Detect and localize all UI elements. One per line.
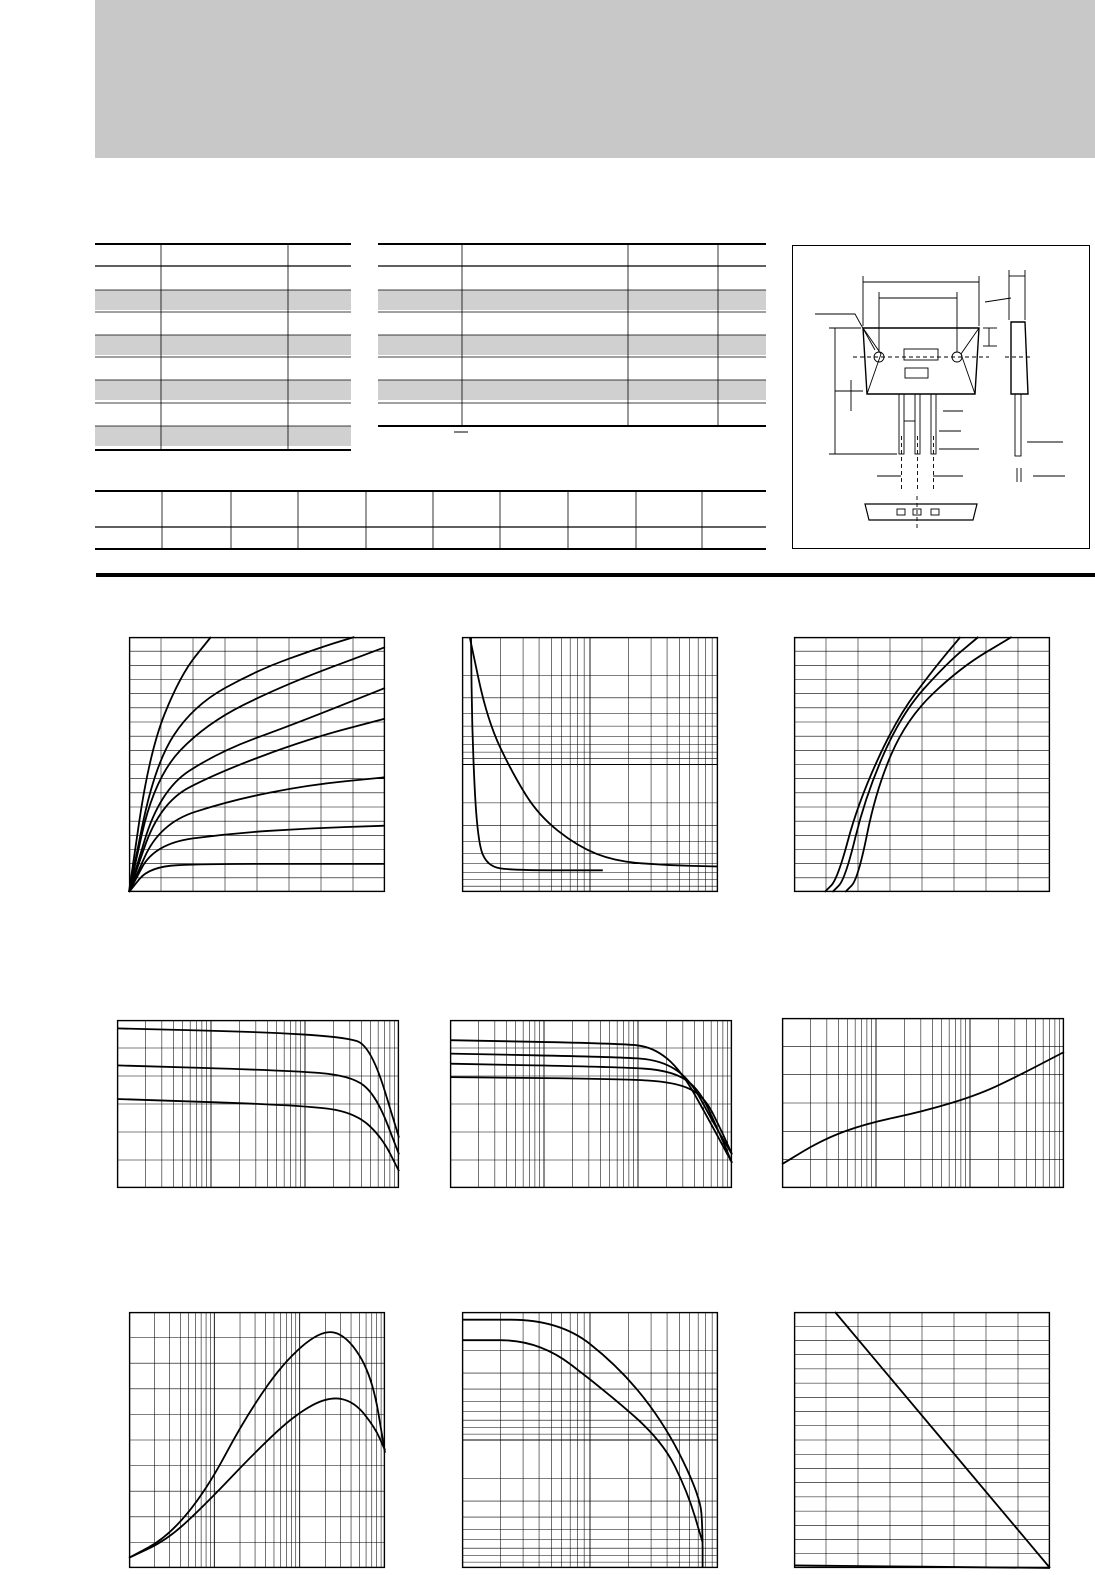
ratings-table xyxy=(95,243,351,453)
series-line-a xyxy=(470,637,718,867)
graph-4-svg xyxy=(117,1020,399,1188)
graph-8 xyxy=(462,1312,718,1568)
grid xyxy=(794,637,1050,892)
grid xyxy=(794,1312,1050,1568)
graph-4 xyxy=(117,1020,399,1188)
graph-1-svg xyxy=(129,637,385,892)
series-line-b xyxy=(471,637,603,870)
grid xyxy=(129,637,385,892)
graph-5 xyxy=(450,1020,732,1188)
characteristics-table xyxy=(378,243,766,443)
grid xyxy=(782,1018,1064,1188)
graph-7-svg xyxy=(129,1312,385,1568)
graph-1 xyxy=(129,637,385,892)
graph-6-svg xyxy=(782,1018,1064,1188)
series-line-a xyxy=(129,1332,385,1558)
series-line-a xyxy=(450,1040,732,1163)
series-line-b xyxy=(462,1340,703,1542)
graph-2-svg xyxy=(462,637,718,892)
graph-3-svg xyxy=(794,637,1050,892)
graph-7 xyxy=(129,1312,385,1568)
header-band xyxy=(95,0,1095,158)
classification-table xyxy=(95,490,766,552)
series-line-d xyxy=(450,1077,732,1154)
graph-8-svg xyxy=(462,1312,718,1568)
series-line-a xyxy=(462,1320,703,1568)
series-line-b xyxy=(117,1065,399,1154)
graph-2 xyxy=(462,637,718,892)
section-divider xyxy=(96,573,1095,577)
graph-5-svg xyxy=(450,1020,732,1188)
grid xyxy=(462,1312,718,1568)
graph-6 xyxy=(782,1018,1064,1188)
grid xyxy=(129,1312,385,1568)
graph-9-svg xyxy=(794,1312,1050,1568)
grid xyxy=(450,1020,732,1188)
grid xyxy=(462,637,718,892)
graph-3 xyxy=(794,637,1050,892)
series-line-a xyxy=(782,1052,1064,1164)
series-line-c xyxy=(117,1099,399,1171)
graph-9 xyxy=(794,1312,1050,1568)
series-line-a xyxy=(117,1028,399,1137)
package-outline-drawing xyxy=(792,245,1090,549)
